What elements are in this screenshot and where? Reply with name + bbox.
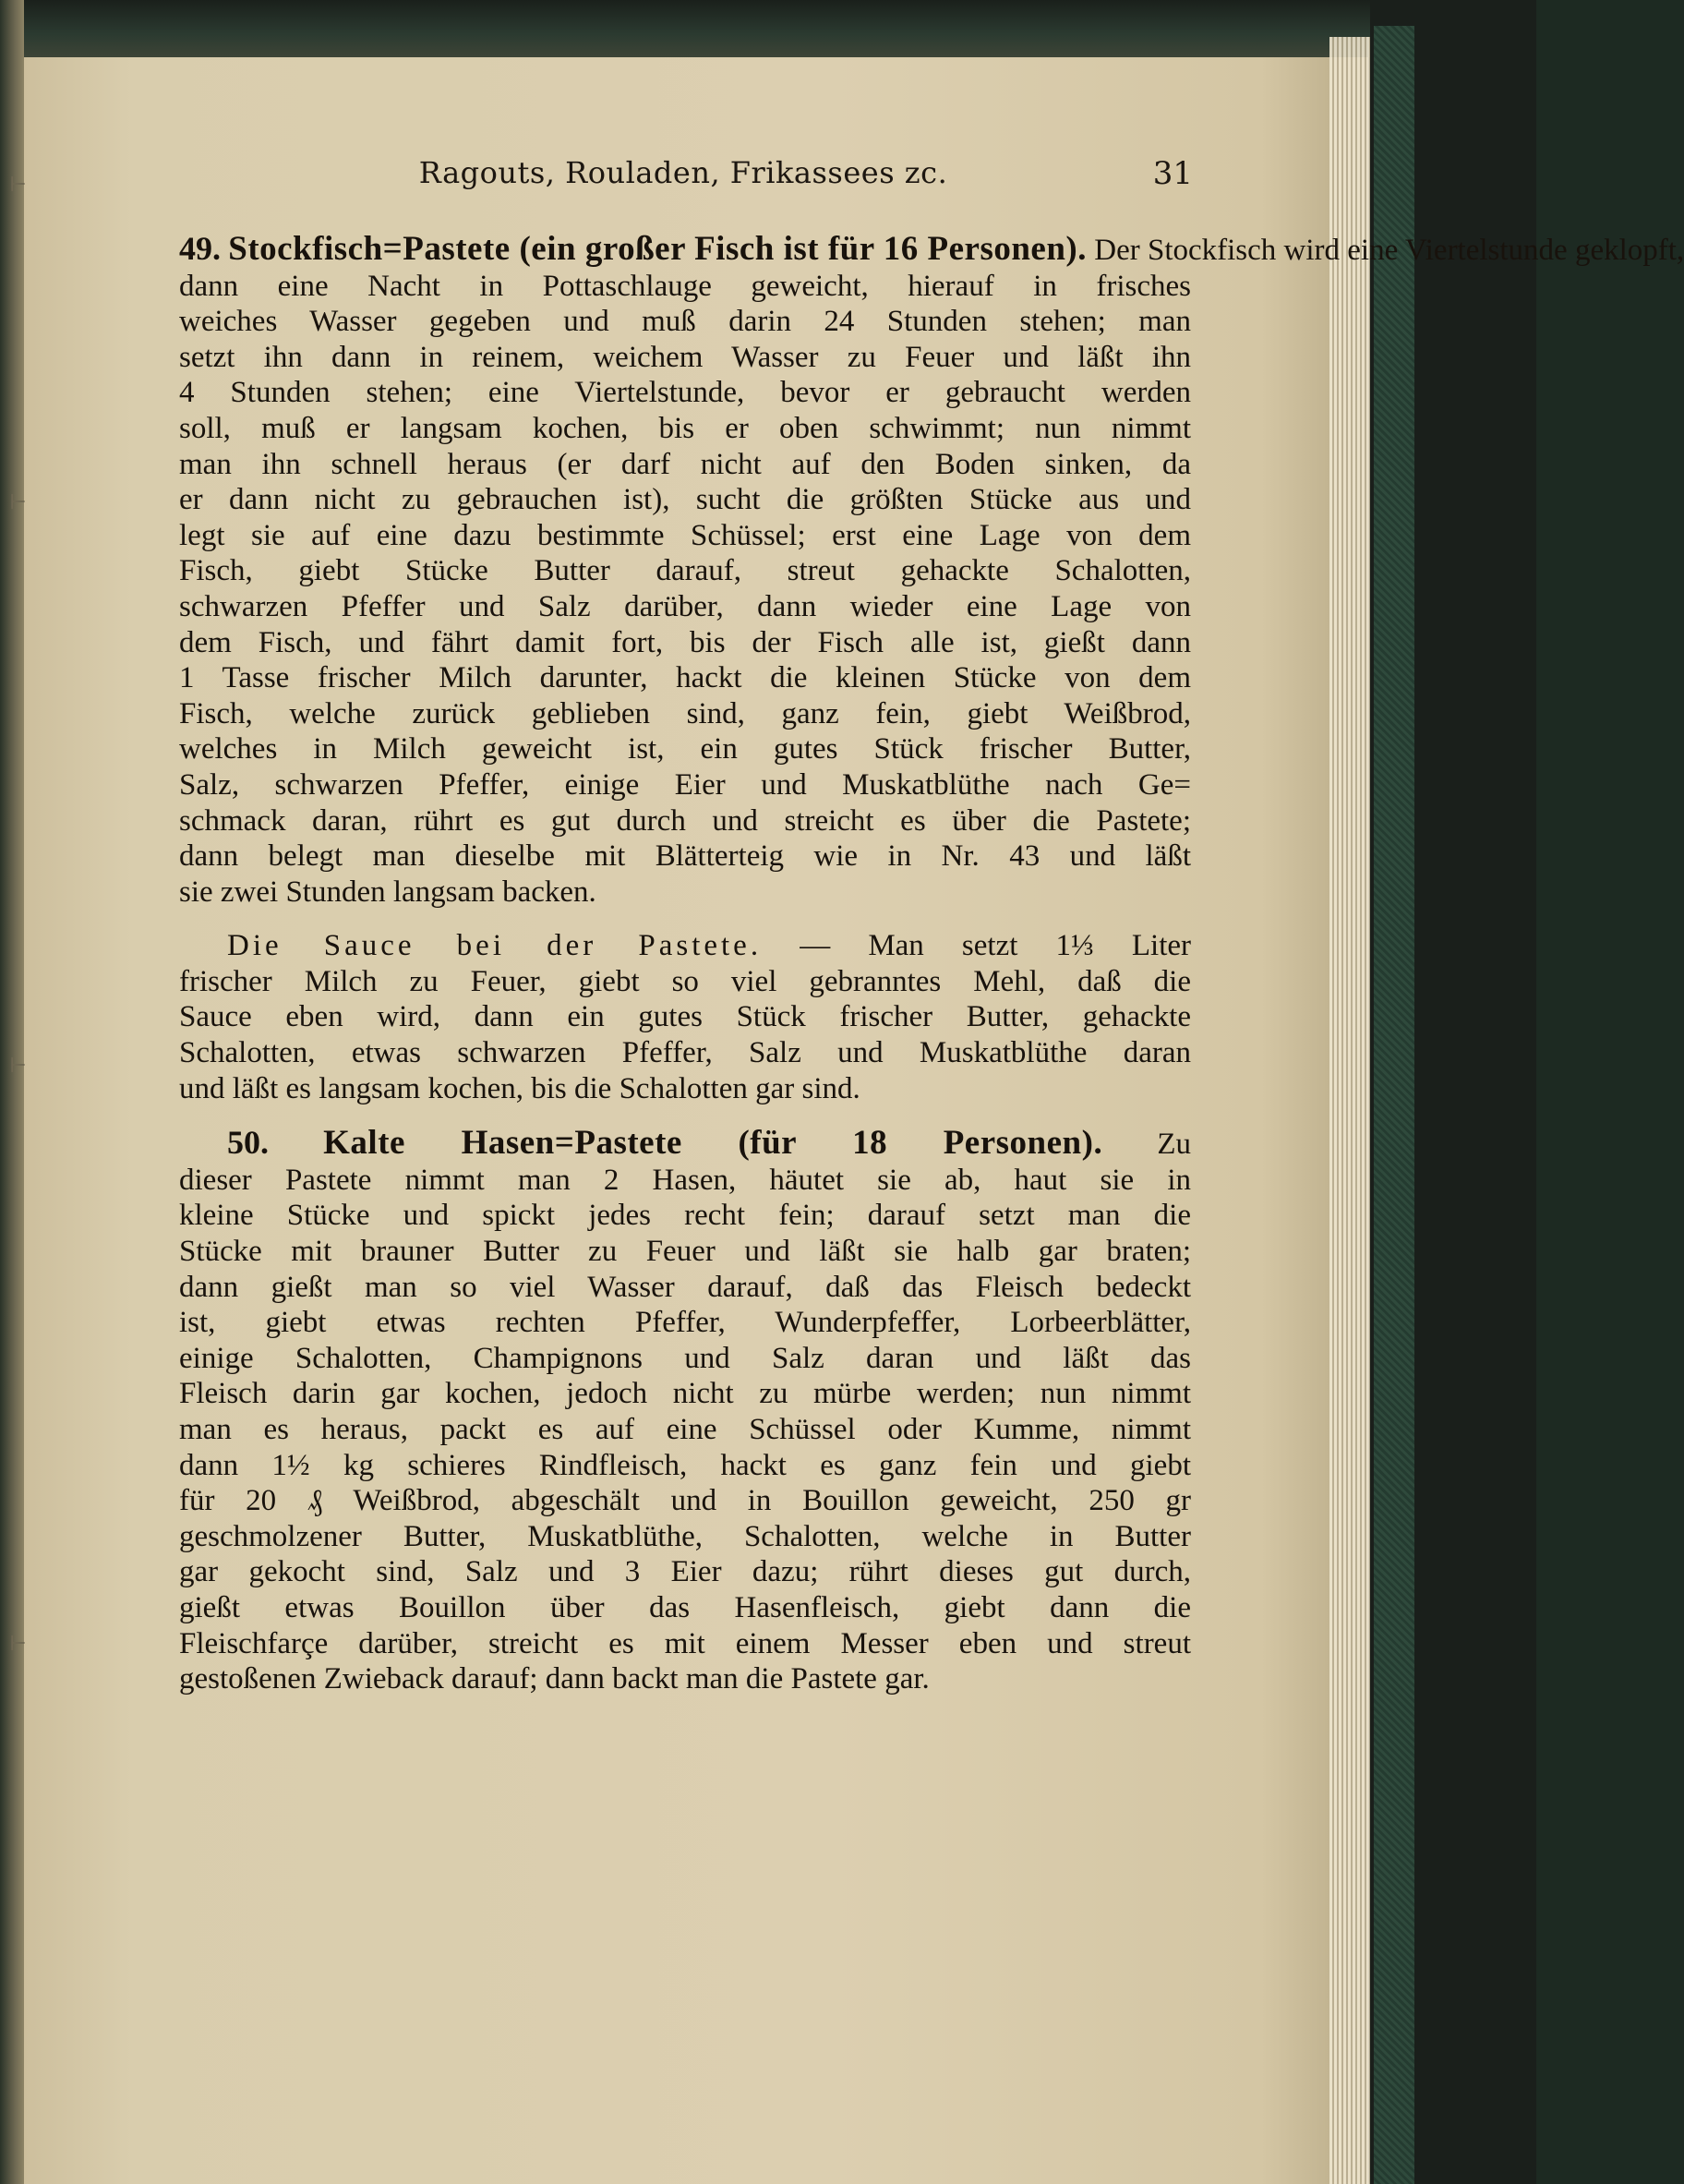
gutter-mark-icon: ⊢ — [9, 174, 27, 197]
text-line: man es heraus, packt es auf eine Schüssel oder Kumme, nimmt — [179, 1413, 1191, 1446]
text-line: geschmolzener Butter, Muskatblüthe, Schalotten, welche in Butter — [179, 1519, 1191, 1553]
text-line: Sauce eben wird, dann ein gutes Stück frischer Butter, gehackte — [179, 1000, 1191, 1034]
text-line: 4 Stunden stehen; eine Viertelstunde, bevor er gebraucht werden — [179, 376, 1191, 410]
text-line: dann eine Nacht in Pottaschlauge geweicht, hierauf in frisches — [179, 269, 1191, 303]
text-line: dann 1½ kg schieres Rindfleisch, hackt es ganz fein und giebt — [179, 1448, 1191, 1482]
cloth-cover-board — [1374, 26, 1414, 2184]
recipe-49-lines — [179, 269, 1191, 911]
text-line: gar gekocht sind, Salz und 3 Eier dazu; rührt dieses gut durch, — [179, 1555, 1191, 1589]
text-line: dem Fisch, und fährt damit fort, bis der Fisch alle ist, gießt dann — [179, 625, 1191, 659]
text-line: Salz, schwarzen Pfeffer, einige Eier und Muskatblüthe nach Ge= — [179, 767, 1191, 802]
text-line: gestoßenen Zwieback darauf; dann backt man die Pastete gar. — [179, 1662, 930, 1696]
recipe-50-first-line: Zu — [1157, 1128, 1192, 1162]
text-line: Fleisch darin gar kochen, jedoch nicht zu mürbe werden; nun nimmt — [179, 1377, 1191, 1411]
text-line: er dann nicht zu gebrauchen ist), sucht die größten Stücke aus und — [179, 483, 1191, 517]
gutter-mark-icon: ⊢ — [9, 1633, 27, 1656]
text-line: dann belegt man dieselbe mit Blätterteig wie in Nr. 43 und läßt — [179, 839, 1191, 874]
recipe-50-heading-line — [179, 1125, 1191, 1163]
text-line: schmack daran, rührt es gut durch und streicht es über die Pastete; — [179, 803, 1191, 838]
binding-gutter — [0, 0, 24, 2184]
gutter-mark-icon: ⊢ — [9, 491, 27, 514]
sauce-first-line: — Man setzt 1⅓ Liter — [800, 929, 1192, 963]
text-line: dann gießt man so viel Wasser darauf, daß das Fleisch bedeckt — [179, 1270, 1191, 1304]
recipe-49-first-line: Der Stockfisch wird eine Viertelstunde geklopft, — [1094, 234, 1684, 267]
sauce-paragraph — [179, 928, 1191, 1106]
text-line: schwarzen Pfeffer und Salz darüber, dann wieder eine Lage von — [179, 589, 1191, 623]
text-line: Stücke mit brauner Butter zu Feuer und läßt sie halb gar braten; — [179, 1235, 1191, 1269]
text-line: legt sie auf eine dazu bestimmte Schüssel; erst eine Lage von dem — [179, 518, 1191, 552]
recipe-title: Kalte Hasen=Pastete (für 18 Personen). — [323, 1124, 1103, 1163]
text-line: Fisch, welche zurück geblieben sind, ganz fein, giebt Weißbrod, — [179, 696, 1191, 730]
page-edges — [1329, 37, 1370, 2184]
text-line: Fisch, giebt Stücke Butter darauf, streut gehackte Schalotten, — [179, 554, 1191, 588]
sauce-heading-line — [179, 928, 1191, 964]
recipe-50-lines — [179, 1163, 1191, 1697]
recipe-title: Stockfisch=Pastete (ein großer Fisch ist für 16 Personen). — [228, 230, 1088, 268]
running-head: Ragouts, Rouladen, Frikassees zc. — [418, 155, 948, 190]
book-cover-top — [0, 0, 1385, 57]
text-line: ist, giebt etwas rechten Pfeffer, Wunderpfeffer, Lorbeerblätter, — [179, 1306, 1191, 1340]
text-line: einige Schalotten, Champignons und Salz daran und läßt das — [179, 1341, 1191, 1375]
text-line: frischer Milch zu Feuer, giebt so viel gebranntes Mehl, daß die — [179, 964, 1191, 998]
text-line: man ihn schnell heraus (er darf nicht auf den Boden sinken, da — [179, 447, 1191, 481]
text-line: 1 Tasse frischer Milch darunter, hackt die kleinen Stücke von dem — [179, 661, 1191, 695]
text-line: setzt ihn dann in reinem, weichem Wasser zu Feuer und läßt ihn — [179, 340, 1191, 374]
gutter-mark-icon: ⊢ — [9, 1055, 27, 1078]
text-line: sie zwei Stunden langsam backen. — [179, 875, 596, 909]
text-line: soll, muß er langsam kochen, bis er oben schwimmt; nun nimmt — [179, 411, 1191, 445]
recipe-50 — [179, 1125, 1191, 1697]
page-number: 31 — [1152, 155, 1193, 192]
recipe-number: 50. — [227, 1124, 269, 1162]
text-line: Fleischfarçe darüber, streicht es mit einem Messer eben und streut — [179, 1626, 1191, 1660]
text-line: welches in Milch geweicht ist, ein gutes Stück frischer Butter, — [179, 732, 1191, 766]
page-header — [175, 155, 1191, 211]
recipe-number: 49. — [179, 230, 221, 267]
text-line: Schalotten, etwas schwarzen Pfeffer, Salz und Muskatblüthe daran — [179, 1036, 1191, 1070]
recipe-49 — [179, 230, 1684, 910]
recipe-49-heading-line — [179, 230, 1684, 269]
text-line: weiches Wasser gegeben und muß darin 24 Stunden stehen; man — [179, 305, 1191, 339]
text-line: kleine Stücke und spickt jedes recht fein; darauf setzt man die — [179, 1199, 1191, 1233]
sauce-lines — [179, 964, 1191, 1106]
text-line: dieser Pastete nimmt man 2 Hasen, häutet sie ab, haut sie in — [179, 1163, 1191, 1197]
page-body — [179, 230, 1684, 1697]
sauce-title: Die Sauce bei der Pastete. — [227, 929, 763, 963]
text-line: und läßt es langsam kochen, bis die Schalotten gar sind. — [179, 1071, 860, 1105]
text-line: für 20 ₰ Weißbrod, abgeschält und in Bouillon geweicht, 250 gr — [179, 1484, 1191, 1518]
text-line: gießt etwas Bouillon über das Hasenfleisch, giebt dann die — [179, 1590, 1191, 1624]
